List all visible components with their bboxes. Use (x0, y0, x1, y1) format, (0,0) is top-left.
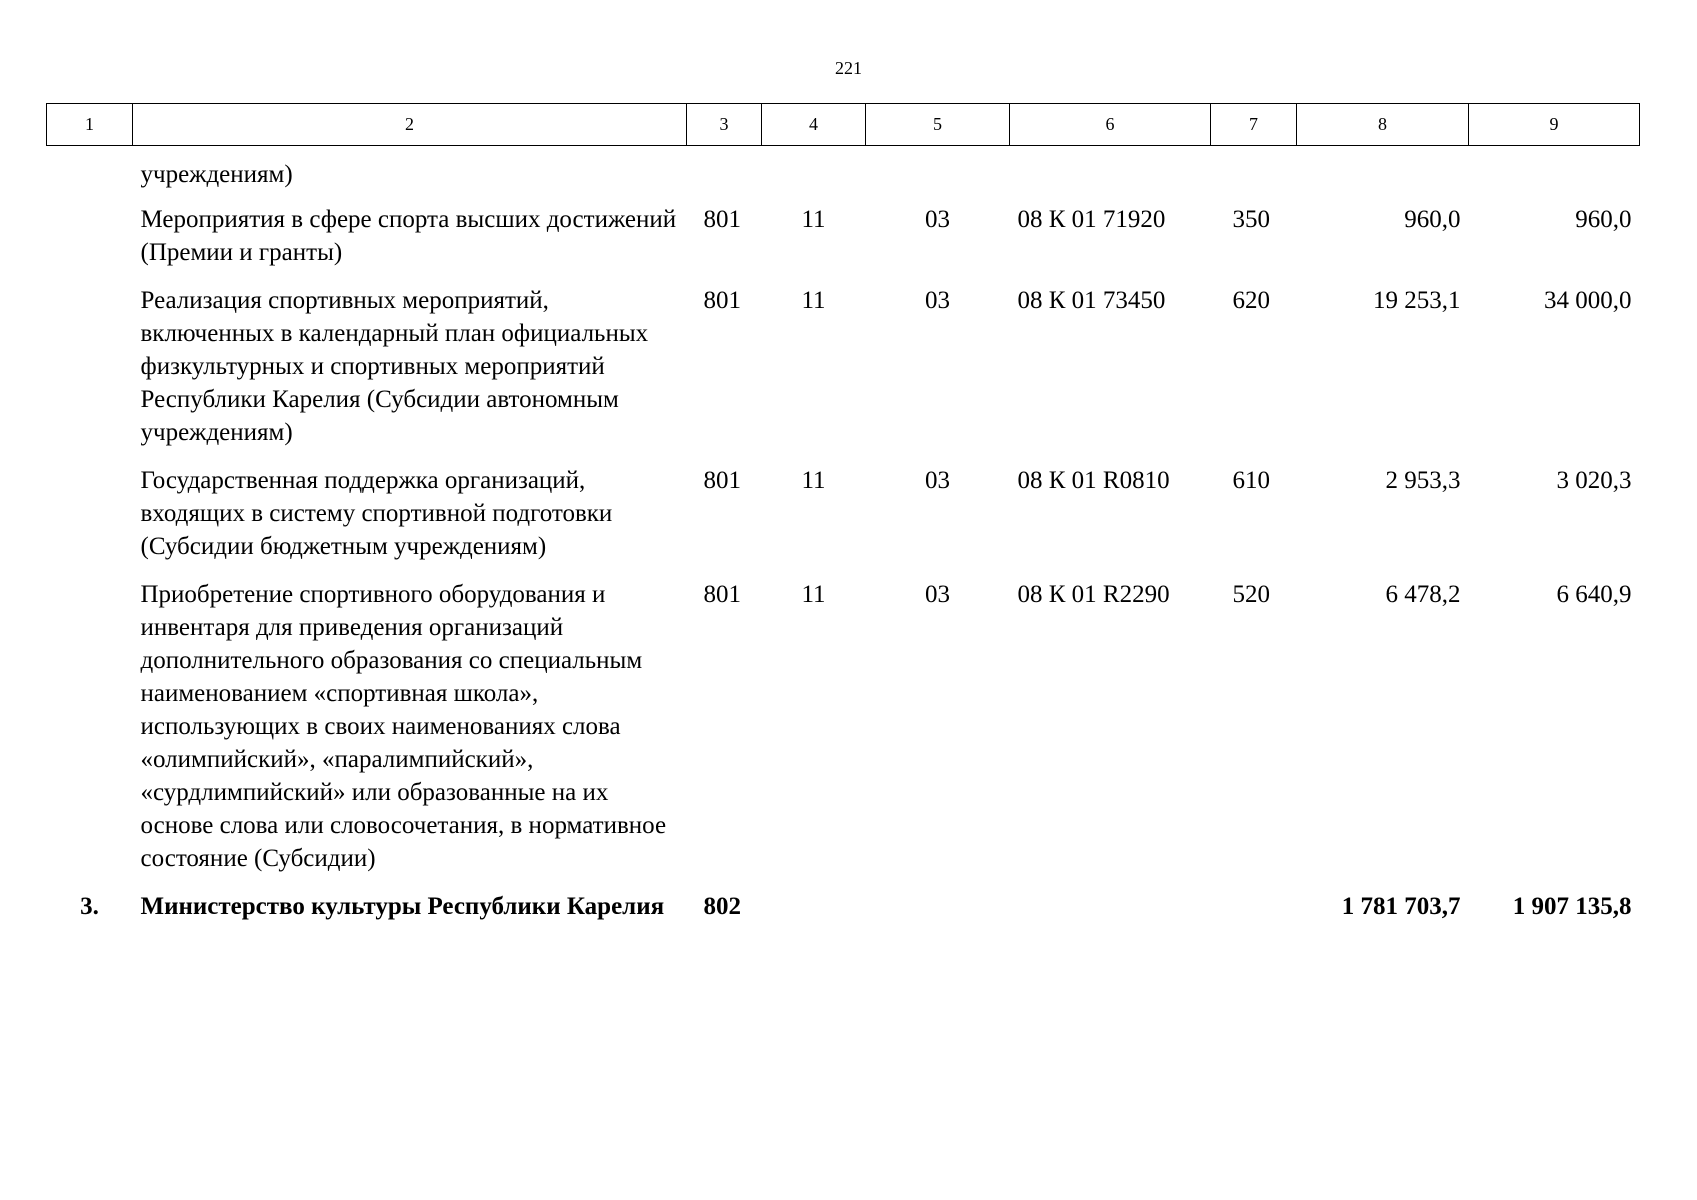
row-number: 3. (80, 893, 99, 920)
row-code-ministry: 801 (703, 206, 741, 233)
row-description: учреждениям) (140, 161, 293, 188)
row-description: Мероприятия в сфере спорта высших достижений (Премии и гранты) (140, 206, 677, 266)
row-code-expense: 350 (1232, 206, 1270, 233)
row-code-section: 11 (801, 287, 826, 314)
column-header: 4 (762, 104, 866, 146)
column-header: 2 (133, 104, 687, 146)
row-code-target: 08 К 01 73450 (1017, 287, 1166, 314)
table-row (47, 464, 1640, 578)
column-header: 7 (1211, 104, 1297, 146)
row-number (47, 284, 133, 464)
page-number: 221 (835, 58, 862, 78)
column-header: 3 (687, 104, 762, 146)
column-header: 5 (866, 104, 1010, 146)
row-amount-2: 1 907 135,8 (1512, 893, 1632, 920)
table-row (47, 284, 1640, 464)
row-code-section: 11 (801, 467, 826, 494)
row-amount-2: 34 000,0 (1544, 287, 1632, 314)
table-row-total (47, 890, 1640, 938)
row-code-target: 08 К 01 R2290 (1017, 581, 1170, 608)
row-amount-1: 1 781 703,7 (1341, 893, 1461, 920)
row-code-ministry: 801 (703, 287, 741, 314)
table-row (47, 578, 1640, 890)
column-header: 8 (1297, 104, 1469, 146)
column-header: 6 (1010, 104, 1211, 146)
row-amount-2: 6 640,9 (1556, 581, 1632, 608)
row-code-expense: 520 (1232, 581, 1270, 608)
row-description: Государственная поддержка организаций, входящих в систему спортивной подготовки (Субсидии бюджетным учреждениям) (140, 467, 613, 560)
row-code-ministry: 801 (703, 467, 741, 494)
row-code-section (762, 890, 866, 938)
budget-table (46, 103, 1640, 938)
row-code-subsection: 03 (925, 581, 950, 608)
column-header: 9 (1469, 104, 1640, 146)
row-number (47, 578, 133, 890)
row-description: Реализация спортивных мероприятий, включенных в календарный план официальных физкультурных и спортивных мероприятий Республики Карелия (Субсидии автономным учреждениям) (140, 287, 649, 446)
row-number (47, 203, 133, 284)
row-code-section: 11 (801, 581, 826, 608)
row-code-target: 08 К 01 R0810 (1017, 467, 1170, 494)
row-code-expense: 610 (1232, 467, 1270, 494)
row-amount-1: 19 253,1 (1373, 287, 1461, 314)
row-description: Министерство культуры Республики Карелия (140, 893, 665, 920)
table-row-continuation (47, 146, 1640, 204)
row-amount-1: 2 953,3 (1385, 467, 1461, 494)
row-code-expense (1211, 890, 1297, 938)
row-code-subsection: 03 (925, 467, 950, 494)
row-amount-2: 960,0 (1575, 206, 1632, 233)
row-number (47, 464, 133, 578)
row-code-ministry: 801 (703, 581, 741, 608)
row-description: Приобретение спортивного оборудования и инвентаря для приведения организаций дополнительного образования со специальным наименованием «спортивная школа», использующих в своих наименованиях слова «олимпийский», «паралимпийский», «сурдлимпийский» или образованные на их основе слова или словосочетания, в нормативное состояние (Субсидии) (140, 581, 667, 872)
row-code-section: 11 (801, 206, 826, 233)
row-code-expense: 620 (1232, 287, 1270, 314)
row-code-target (1010, 890, 1211, 938)
row-code-subsection: 03 (925, 287, 950, 314)
row-amount-1: 6 478,2 (1385, 581, 1461, 608)
row-amount-2: 3 020,3 (1556, 467, 1632, 494)
row-amount-1: 960,0 (1404, 206, 1461, 233)
row-code-target: 08 К 01 71920 (1017, 206, 1166, 233)
table-header (47, 104, 1640, 146)
column-header: 1 (47, 104, 133, 146)
row-code-subsection (866, 890, 1010, 938)
row-code-subsection: 03 (925, 206, 950, 233)
row-code-ministry: 802 (703, 893, 741, 920)
table-row (47, 203, 1640, 284)
